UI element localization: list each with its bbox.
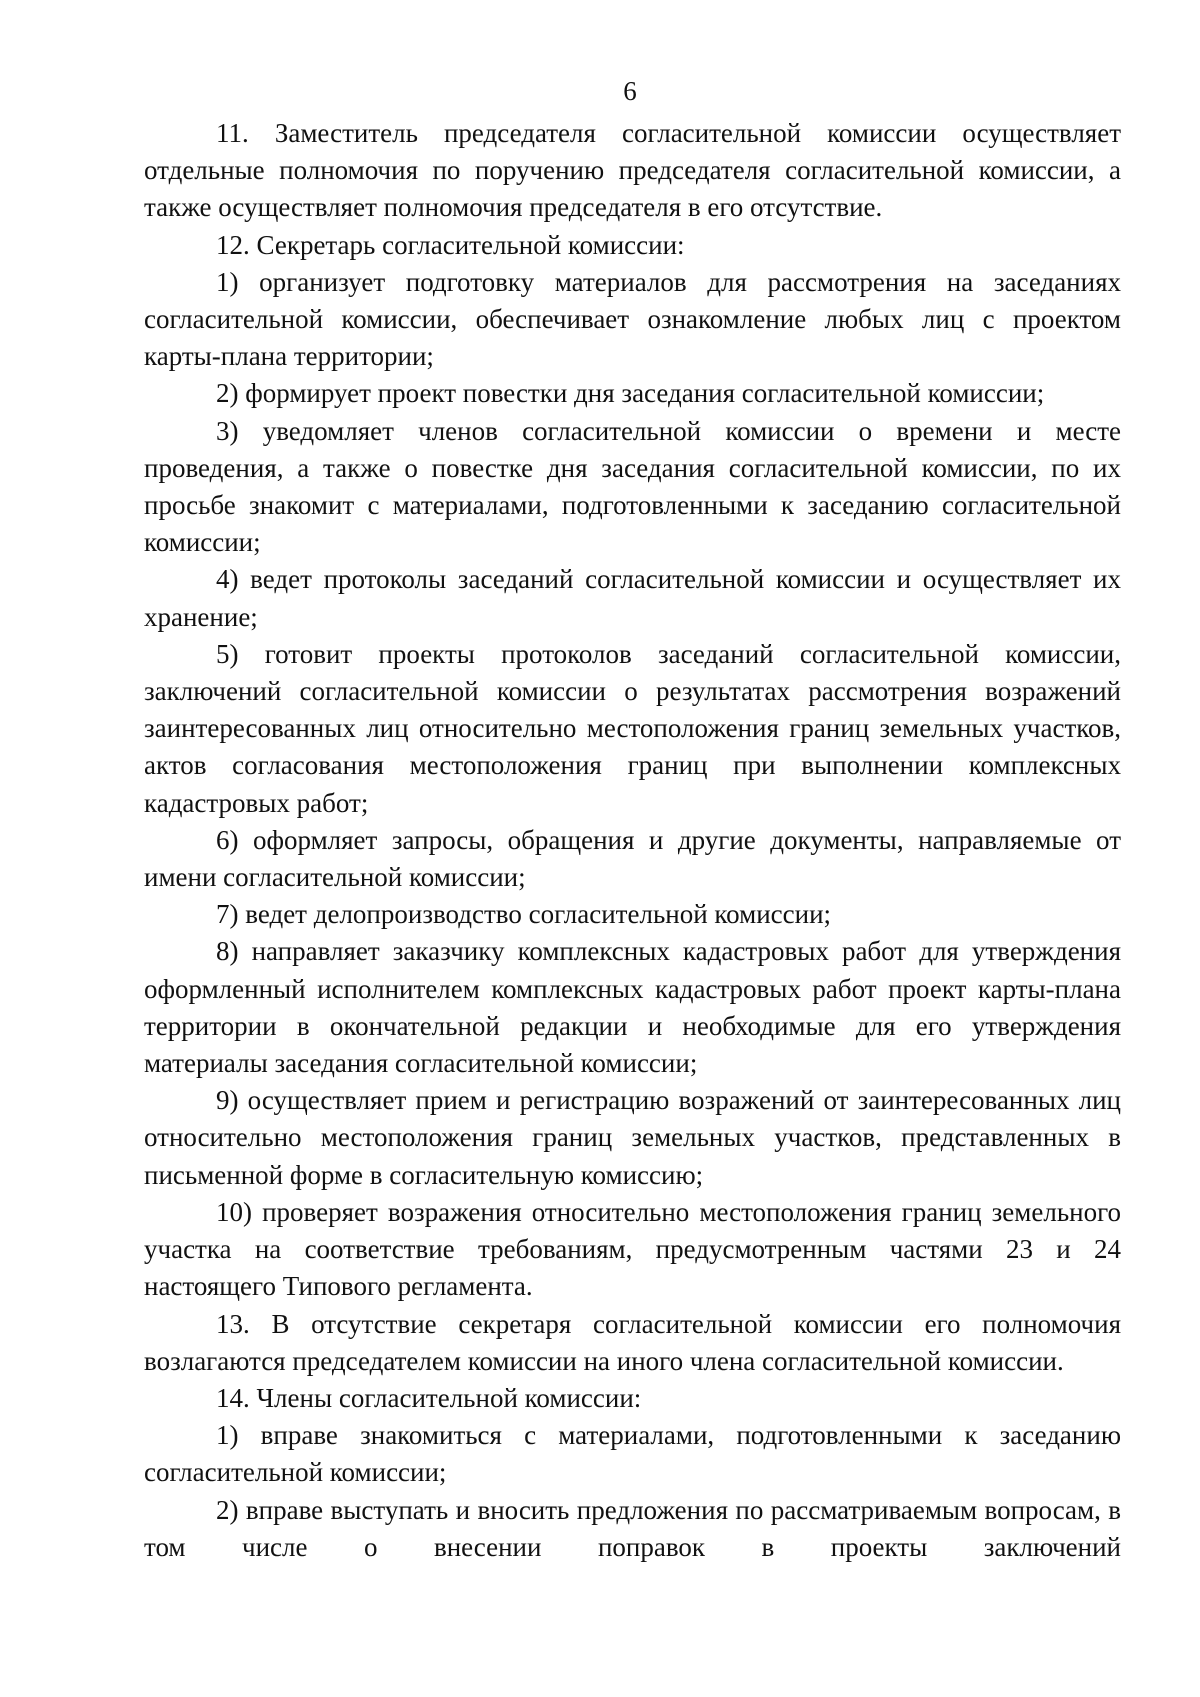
paragraph-12-item-6: 6) оформляет запросы, обращения и другие документы, направляемые от имени согласительной комиссии; [144, 824, 1121, 893]
paragraph-14-item-2: 2) вправе выступать и вносить предложения по рассматриваемым вопросам, в том числе о внесении поправок в проекты заключений [144, 1494, 1121, 1562]
paragraph-12-item-3: 3) уведомляет членов согласительной комиссии о времени и месте проведения, а также о повестке дня заседания согласительной комиссии, по их просьбе знакомит с материалами, подготовленными к заседанию согласительной комиссии; [144, 415, 1121, 558]
paragraph-12-item-9: 9) осуществляет прием и регистрацию возражений от заинтересованных лиц относительно местоположения границ земельных участков, представленных в письменной форме в согласительную комиссию; [144, 1085, 1121, 1190]
document-body [144, 115, 1121, 1566]
paragraph-12-item-1: 1) организует подготовку материалов для рассмотрения на заседаниях согласительной комиссии, обеспечивает ознакомление любых лиц с проектом карты-плана территории; [144, 266, 1121, 372]
paragraph-14: 14. Члены согласительной комиссии: [216, 1382, 642, 1413]
page-number: 6 [623, 76, 637, 106]
paragraph-11: 11. Заместитель председателя согласительной комиссии осуществляет отдельные полномочия по поручению председателя согласительной комиссии, а также осуществляет полномочия председателя в его отсутствие. [144, 118, 1121, 223]
paragraph-12-item-10: 10) проверяет возражения относительно местоположения границ земельного участка на соответствие требованиям, предусмотренным частями 23 и 24 настоящего Типового регламента. [144, 1196, 1121, 1302]
paragraph-12: 12. Секретарь согласительной комиссии: [216, 229, 685, 260]
paragraph-12-item-2: 2) формирует проект повестки дня заседания согласительной комиссии; [216, 378, 1045, 409]
paragraph-12-item-4: 4) ведет протоколы заседаний согласительной комиссии и осуществляет их хранение; [144, 564, 1121, 632]
paragraph-12-item-5: 5) готовит проекты протоколов заседаний согласительной комиссии, заключений согласительной комиссии о результатах рассмотрения возражений заинтересованных лиц относительно местоположения границ земельных участков, актов согласования местоположения границ при выполнении комплексных кадастровых работ; [144, 638, 1121, 818]
paragraph-12-item-7: 7) ведет делопроизводство согласительной комиссии; [216, 899, 832, 930]
paragraph-12-item-8: 8) направляет заказчику комплексных кадастровых работ для утверждения оформленный исполнителем комплексных кадастровых работ проект карты-плана территории в окончательной редакции и необходимые для его утверждения материалы заседания согласительной комиссии; [144, 936, 1121, 1079]
paragraph-13: 13. В отсутствие секретаря согласительной комиссии его полномочия возлагаются председателем комиссии на иного члена согласительной комиссии. [144, 1308, 1121, 1376]
paragraph-14-item-1: 1) вправе знакомиться с материалами, подготовленными к заседанию согласительной комиссии; [144, 1420, 1121, 1488]
